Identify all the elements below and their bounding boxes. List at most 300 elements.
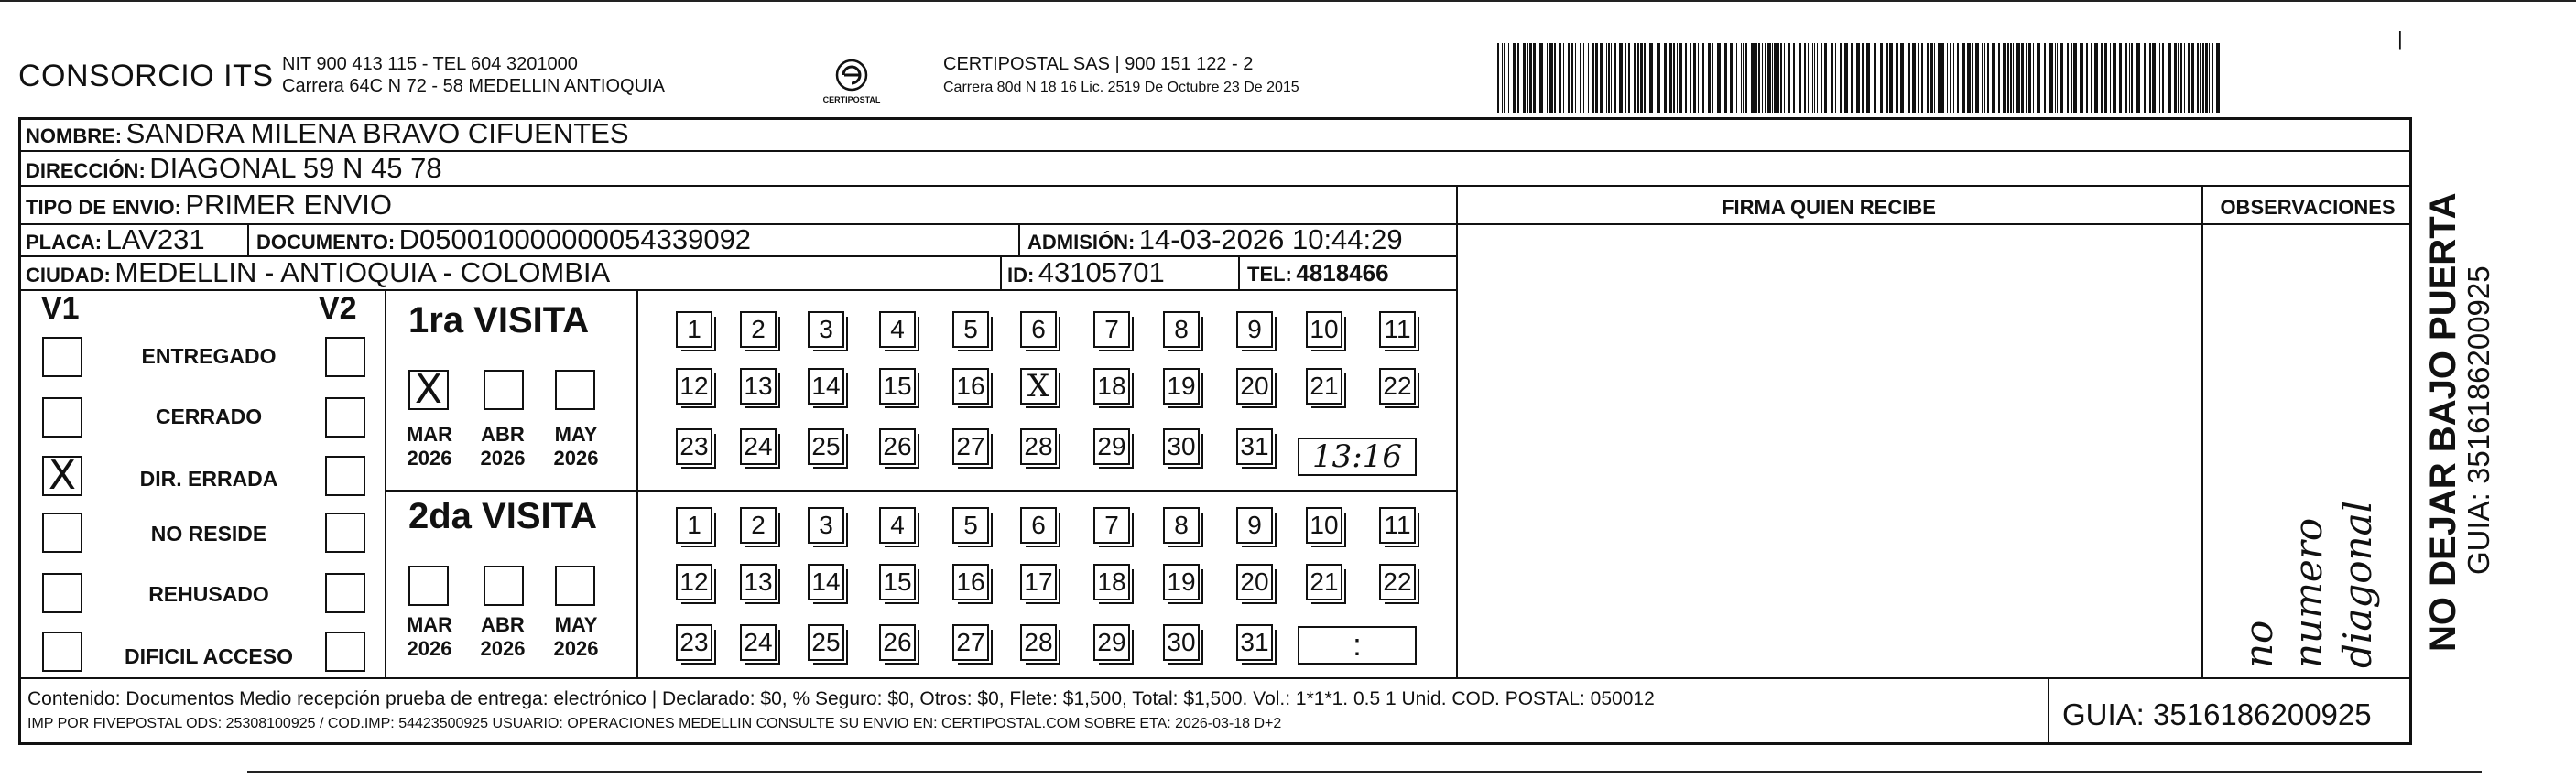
- barcode-bar: [1724, 43, 1727, 113]
- barcode-bar: [1497, 43, 1499, 113]
- tipo-row: [26, 189, 392, 227]
- status-no-reside: NO RESIDE: [150, 522, 267, 546]
- barcode-bar: [1896, 43, 1898, 113]
- barcode-bar: [1702, 43, 1704, 113]
- barcode-bar: [1580, 43, 1581, 113]
- barcode-bar: [1824, 43, 1827, 113]
- barcode-bar: [1628, 43, 1630, 113]
- status-cerrado: CERRADO: [155, 405, 263, 428]
- barcode-bar: [1644, 43, 1646, 113]
- barcode-bar: [1547, 43, 1548, 113]
- month-label: MAR 2026: [406, 423, 453, 470]
- day-box-1[interactable]: 1: [676, 311, 712, 348]
- barcode-bar: [2016, 43, 2020, 113]
- barcode-bar: [2197, 43, 2199, 113]
- day-box-13[interactable]: 13: [740, 564, 777, 600]
- barcode-bar: [1677, 43, 1678, 113]
- barcode-bar: [1758, 43, 1760, 113]
- barcode-bar: [1992, 43, 1994, 113]
- day-box-11[interactable]: 11: [1379, 311, 1416, 348]
- day-box-14[interactable]: 14: [808, 368, 844, 405]
- logo-text: CERTIPOSTAL: [822, 95, 881, 104]
- status-dificil-acceso: DIFICIL ACCESO: [124, 644, 293, 668]
- status-rehusado: REHUSADO: [148, 582, 269, 606]
- barcode-bar: [1664, 43, 1667, 113]
- barcode-bar: [1934, 43, 1935, 113]
- barcode-bar: [1793, 43, 1795, 113]
- barcode-bar: [2129, 43, 2130, 113]
- barcode-bar: [1679, 43, 1682, 113]
- day-box-23[interactable]: 23: [676, 428, 712, 465]
- second-visit-month-abr-checkbox[interactable]: [484, 566, 524, 606]
- barcode-bar: [1649, 43, 1653, 113]
- barcode-bar: [1918, 43, 1919, 113]
- status-entregado: ENTREGADO: [141, 344, 277, 368]
- barcode-bar: [1745, 43, 1747, 113]
- barcode-bar: [2149, 43, 2151, 113]
- day-box-16[interactable]: 16: [952, 368, 989, 405]
- barcode-bar: [1982, 43, 1983, 113]
- v2-dificil-acceso-checkbox[interactable]: [325, 632, 365, 672]
- barcode-bar: [1539, 43, 1543, 113]
- barcode-bar: [1987, 43, 1989, 113]
- tel-value: 4818466: [1296, 259, 1389, 286]
- day-box-19[interactable]: 19: [1163, 564, 1200, 600]
- day-box-17[interactable]: 17: [1020, 564, 1057, 600]
- barcode-bar: [2174, 43, 2177, 113]
- barcode-bar: [2205, 43, 2208, 113]
- ciudad-label: CIUDAD:: [26, 264, 111, 286]
- barcode-bar: [2086, 43, 2088, 113]
- barcode-bar: [1856, 43, 1860, 113]
- barcode-bar: [2104, 43, 2107, 113]
- barcode-bar: [1780, 43, 1782, 113]
- first-visit-time[interactable]: 13:16: [1298, 438, 1417, 476]
- barcode-bar: [1755, 43, 1757, 113]
- barcode-bar: [2113, 43, 2116, 113]
- footer-imp: IMP POR FIVEPOSTAL ODS: 25308100925 / COD.IMP: 54423500925 USUARIO: OPERACIONES MEDELLIN CONSULTE SU ENVIO EN: CERTIPOSTAL.COM SOBRE ETA: 2026-03-18 D+2: [27, 716, 1282, 731]
- barcode-bar: [1851, 43, 1853, 113]
- id-row: [1007, 256, 1165, 295]
- barcode-bar: [1588, 43, 1589, 113]
- barcode-bar: [1821, 43, 1822, 113]
- first-visit-title: 1ra VISITA: [408, 300, 590, 340]
- ciudad-row: [26, 256, 610, 295]
- observaciones-label: OBSERVACIONES: [2220, 196, 2396, 219]
- barcode-bar: [2044, 43, 2046, 113]
- barcode-bar: [2033, 43, 2034, 113]
- nombre-value: SANDRA MILENA BRAVO CIFUENTES: [125, 117, 629, 149]
- barcode-bar: [2168, 43, 2171, 113]
- barcode-bar: [2216, 43, 2220, 113]
- barcode-bar: [1844, 43, 1848, 113]
- barcode-bar: [1743, 43, 1744, 113]
- barcode-bar: [2049, 43, 2053, 113]
- barcode-bar: [1777, 43, 1779, 113]
- day-box-9[interactable]: 9: [1236, 311, 1273, 348]
- barcode-bar: [1517, 43, 1519, 113]
- barcode-bar: [2073, 43, 2077, 113]
- month-label: MAY 2026: [553, 613, 599, 660]
- barcode-bar: [1774, 43, 1777, 113]
- day-box-30[interactable]: 30: [1163, 428, 1200, 465]
- barcode-bar: [2028, 43, 2031, 113]
- barcode-bar: [2178, 43, 2179, 113]
- barcode-bar: [1614, 43, 1616, 113]
- second-visit-title: 2da VISITA: [408, 496, 597, 536]
- barcode-bar: [1640, 43, 1643, 113]
- barcode-bar: [1921, 43, 1923, 113]
- company-address: Carrera 64C N 72 - 58 MEDELLIN ANTIOQUIA: [282, 76, 665, 96]
- day-box-29[interactable]: 29: [1093, 624, 1130, 661]
- barcode-bar: [1741, 43, 1742, 113]
- barcode-bar: [1549, 43, 1553, 113]
- barcode-bar: [1568, 43, 1570, 113]
- corner-mark: |: [2397, 27, 2403, 50]
- barcode-bar: [1814, 43, 1815, 113]
- day-box-5[interactable]: 5: [952, 507, 989, 544]
- day-box-17[interactable]: X: [1020, 368, 1057, 405]
- month-label: MAR 2026: [406, 613, 453, 660]
- day-box-10[interactable]: 10: [1306, 311, 1342, 348]
- barcode-bar: [1927, 43, 1929, 113]
- barcode-bar: [1554, 43, 1556, 113]
- day-box-26[interactable]: 26: [879, 624, 916, 661]
- day-box-2[interactable]: 2: [740, 507, 777, 544]
- first-visit-month-may-checkbox[interactable]: [555, 370, 595, 410]
- barcode-bar: [1634, 43, 1636, 113]
- barcode-bar: [1685, 43, 1687, 113]
- barcode-bar: [2125, 43, 2127, 113]
- day-box-29[interactable]: 29: [1093, 428, 1130, 465]
- ciudad-value: MEDELLIN - ANTIOQUIA - COLOMBIA: [114, 256, 611, 288]
- barcode-bar: [1866, 43, 1870, 113]
- day-box-30[interactable]: 30: [1163, 624, 1200, 661]
- barcode-bar: [1637, 43, 1639, 113]
- v2-cerrado-checkbox[interactable]: [325, 397, 365, 438]
- barcode-bar: [1880, 43, 1883, 113]
- barcode-bar: [1784, 43, 1785, 113]
- day-box-25[interactable]: 25: [808, 624, 844, 661]
- day-box-9[interactable]: 9: [1236, 507, 1273, 544]
- barcode-bar: [2057, 43, 2058, 113]
- direccion-label: DIRECCIÓN:: [26, 159, 146, 182]
- barcode-bar: [1533, 43, 1536, 113]
- day-box-28[interactable]: 28: [1020, 428, 1057, 465]
- barcode-bar: [1835, 43, 1836, 113]
- day-box-18[interactable]: 18: [1093, 564, 1130, 600]
- tipo-label: TIPO DE ENVIO:: [26, 196, 181, 219]
- status-dir-errada: DIR. ERRADA: [139, 467, 278, 491]
- barcode-bar: [1765, 43, 1766, 113]
- first-visit-month-abr-checkbox[interactable]: [484, 370, 524, 410]
- barcode-bar: [1592, 43, 1594, 113]
- barcode-bar: [1947, 43, 1948, 113]
- day-box-8[interactable]: 8: [1163, 507, 1200, 544]
- day-box-20[interactable]: 20: [1236, 564, 1273, 600]
- v2-dir-errada-checkbox[interactable]: [325, 456, 365, 496]
- barcode-bar: [1575, 43, 1576, 113]
- day-box-4[interactable]: 4: [879, 311, 916, 348]
- day-box-21[interactable]: 21: [1306, 368, 1342, 405]
- admision-value: 14-03-2026 10:44:29: [1138, 223, 1403, 255]
- second-visit-month-mar-checkbox[interactable]: [408, 566, 449, 606]
- footer-guia: GUIA: 3516186200925: [2062, 697, 2372, 731]
- barcode-bar: [2007, 43, 2009, 113]
- barcode-bar: [1698, 43, 1699, 113]
- barcode-bar: [1708, 43, 1711, 113]
- v2-no-reside-checkbox[interactable]: [325, 513, 365, 553]
- v1-dificil-acceso-checkbox[interactable]: [42, 632, 82, 672]
- barcode-bar: [1508, 43, 1509, 113]
- barcode-bar: [2067, 43, 2069, 113]
- nombre-row: [26, 117, 629, 156]
- barcode-bar: [2159, 43, 2160, 113]
- barcode-bar: [1669, 43, 1672, 113]
- company-name: CONSORCIO ITS: [18, 59, 274, 93]
- second-visit-time[interactable]: :: [1298, 626, 1417, 665]
- barcode-bar: [1690, 43, 1691, 113]
- v2-rehusado-checkbox[interactable]: [325, 573, 365, 613]
- barcode-bar: [1862, 43, 1864, 113]
- barcode-bar: [1717, 43, 1721, 113]
- day-box-15[interactable]: 15: [879, 368, 916, 405]
- day-box-12[interactable]: 12: [676, 368, 712, 405]
- barcode-bar: [1950, 43, 1951, 113]
- barcode-bar: [2110, 43, 2111, 113]
- placa-value: LAV231: [105, 223, 205, 255]
- side-warning: NO DEJAR BAJO PUERTA: [2423, 192, 2463, 652]
- barcode-bar: [1962, 43, 1965, 113]
- day-box-25[interactable]: 25: [808, 428, 844, 465]
- documento-value: D050010000000054339092: [398, 223, 752, 255]
- placa-label: PLACA:: [26, 231, 103, 254]
- barcode-bar: [2162, 43, 2164, 113]
- barcode-bar: [1657, 43, 1660, 113]
- certipostal-logo: [820, 57, 884, 108]
- barcode-bar: [1619, 43, 1623, 113]
- month-label: ABR 2026: [480, 423, 526, 470]
- barcode-bar: [2212, 43, 2213, 113]
- tel-label: TEL:: [1247, 263, 1292, 286]
- barcode-bar: [2055, 43, 2056, 113]
- barcode-bar: [2136, 43, 2140, 113]
- day-box-4[interactable]: 4: [879, 507, 916, 544]
- documento-label: DOCUMENTO:: [256, 231, 396, 254]
- barcode-bar: [1513, 43, 1516, 113]
- barcode-bar: [1804, 43, 1806, 113]
- barcode-bar: [1608, 43, 1610, 113]
- barcode-bar: [1940, 43, 1944, 113]
- barcode-bar: [1874, 43, 1876, 113]
- barcode-bar: [1900, 43, 1904, 113]
- v1-entregado-checkbox[interactable]: [42, 337, 82, 377]
- day-box-6[interactable]: 6: [1020, 311, 1057, 348]
- firma-label: FIRMA QUIEN RECIBE: [1722, 196, 1936, 219]
- barcode-bar: [2202, 43, 2204, 113]
- barcode-bar: [1712, 43, 1713, 113]
- day-box-12[interactable]: 12: [676, 564, 712, 600]
- bottom-border: [247, 771, 2482, 773]
- barcode-bar: [1984, 43, 1985, 113]
- courier-address: Carrera 80d N 18 16 Lic. 2519 De Octubre 23 De 2015: [943, 80, 1299, 95]
- barcode-bar: [2152, 43, 2156, 113]
- barcode-bar: [1817, 43, 1818, 113]
- day-box-2[interactable]: 2: [740, 311, 777, 348]
- barcode-bar: [1736, 43, 1737, 113]
- barcode-bar: [1808, 43, 1809, 113]
- barcode-bar: [1625, 43, 1626, 113]
- barcode-bar: [1563, 43, 1564, 113]
- barcode-bar: [2010, 43, 2012, 113]
- barcode-bar: [1938, 43, 1940, 113]
- day-box-22[interactable]: 22: [1379, 564, 1416, 600]
- day-box-6[interactable]: 6: [1020, 507, 1057, 544]
- barcode-bar: [2037, 43, 2040, 113]
- day-box-15[interactable]: 15: [879, 564, 916, 600]
- barcode-bar: [2180, 43, 2182, 113]
- barcode-bar: [1908, 43, 1910, 113]
- barcode-bar: [2026, 43, 2027, 113]
- barcode-bar: [2080, 43, 2083, 113]
- barcode-bar: [1583, 43, 1584, 113]
- barcode-bar: [1812, 43, 1813, 113]
- barcode-bar: [1998, 43, 2000, 113]
- direccion-row: [26, 152, 442, 190]
- barcode-bar: [1953, 43, 1954, 113]
- v1-cerrado-checkbox[interactable]: [42, 397, 82, 438]
- day-box-7[interactable]: 7: [1093, 507, 1130, 544]
- barcode-bar: [1788, 43, 1790, 113]
- day-box-19[interactable]: 19: [1163, 368, 1200, 405]
- month-label: ABR 2026: [480, 613, 526, 660]
- day-box-7[interactable]: 7: [1093, 311, 1130, 348]
- day-box-24[interactable]: 24: [740, 428, 777, 465]
- barcode-bar: [1799, 43, 1801, 113]
- barcode-bar: [1967, 43, 1971, 113]
- day-box-24[interactable]: 24: [740, 624, 777, 661]
- barcode-bar: [2094, 43, 2098, 113]
- barcode-bar: [1957, 43, 1959, 113]
- barcode-bar: [1994, 43, 1995, 113]
- v1-dir-errada-checkbox[interactable]: X: [42, 456, 82, 496]
- day-box-3[interactable]: 3: [808, 311, 844, 348]
- barcode-bar: [1523, 43, 1526, 113]
- courier-name: CERTIPOSTAL SAS | 900 151 122 - 2: [943, 54, 1254, 74]
- day-box-8[interactable]: 8: [1163, 311, 1200, 348]
- barcode-bar: [2200, 43, 2201, 113]
- barcode-bar: [1600, 43, 1603, 113]
- day-box-23[interactable]: 23: [676, 624, 712, 661]
- day-box-22[interactable]: 22: [1379, 368, 1416, 405]
- day-box-27[interactable]: 27: [952, 624, 989, 661]
- admision-label: ADMISIÓN:: [1027, 231, 1136, 254]
- side-guia: GUIA: 3516186200925: [2462, 265, 2495, 575]
- barcode-bar: [1529, 43, 1532, 113]
- day-box-20[interactable]: 20: [1236, 368, 1273, 405]
- barcode-bar: [2060, 43, 2063, 113]
- barcode-bar: [1730, 43, 1733, 113]
- company-nit: NIT 900 413 115 - TEL 604 3201000: [282, 54, 578, 74]
- barcode-bar: [1527, 43, 1528, 113]
- barcode-bar: [1502, 43, 1503, 113]
- barcode-bar: [1504, 43, 1505, 113]
- barcode-bar: [1762, 43, 1763, 113]
- barcode-bar: [1595, 43, 1598, 113]
- top-border: [0, 0, 2576, 2]
- barcode-bar: [2013, 43, 2014, 113]
- barcode-bar: [1972, 43, 1973, 113]
- barcode-bar: [2119, 43, 2122, 113]
- day-box-11[interactable]: 11: [1379, 507, 1416, 544]
- day-box-28[interactable]: 28: [1020, 624, 1057, 661]
- barcode-bar: [1673, 43, 1675, 113]
- v2-header: V2: [319, 291, 357, 326]
- barcode-bar: [1767, 43, 1771, 113]
- v1-no-reside-checkbox[interactable]: [42, 513, 82, 553]
- barcode-bar: [1886, 43, 1888, 113]
- first-visit-month-mar-checkbox[interactable]: X: [408, 370, 449, 410]
- barcode-bar: [1751, 43, 1755, 113]
- day-box-14[interactable]: 14: [808, 564, 844, 600]
- barcode-bar: [2131, 43, 2133, 113]
- barcode-bar: [1889, 43, 1893, 113]
- barcode-bar: [2071, 43, 2072, 113]
- v1-rehusado-checkbox[interactable]: [42, 573, 82, 613]
- day-box-31[interactable]: 31: [1236, 624, 1273, 661]
- v2-entregado-checkbox[interactable]: [325, 337, 365, 377]
- footer-contenido: Contenido: Documentos Medio recepción prueba de entrega: electrónico | Declarado: $0, % Seguro: $0, Otros: $0, Flete: $1,500, Total: $1,500. Vol.: 1*1*1. 0.5 1 Unid. COD. POSTAL: 050012: [27, 688, 1655, 709]
- barcode-bar: [1840, 43, 1842, 113]
- day-box-27[interactable]: 27: [952, 428, 989, 465]
- id-value: 43105701: [1038, 256, 1165, 288]
- day-box-31[interactable]: 31: [1236, 428, 1273, 465]
- id-label: ID:: [1007, 264, 1035, 286]
- day-box-10[interactable]: 10: [1306, 507, 1342, 544]
- barcode-bar: [1975, 43, 1979, 113]
- barcode-bar: [1559, 43, 1561, 113]
- v1-header: V1: [41, 291, 80, 326]
- direccion-value: DIAGONAL 59 N 45 78: [149, 152, 442, 184]
- barcode-bar: [2191, 43, 2194, 113]
- barcode-bar: [2209, 43, 2210, 113]
- tipo-value: PRIMER ENVIO: [185, 189, 393, 221]
- barcode-bar: [1772, 43, 1773, 113]
- barcode-bar: [1571, 43, 1573, 113]
- barcode-bar: [2003, 43, 2006, 113]
- month-label: MAY 2026: [553, 423, 599, 470]
- day-box-13[interactable]: 13: [740, 368, 777, 405]
- day-box-1[interactable]: 1: [676, 507, 712, 544]
- barcode-bar: [1912, 43, 1916, 113]
- barcode-bar: [1693, 43, 1696, 113]
- day-box-21[interactable]: 21: [1306, 564, 1342, 600]
- barcode-bar: [2101, 43, 2103, 113]
- barcode-bar: [2144, 43, 2146, 113]
- day-box-5[interactable]: 5: [952, 311, 989, 348]
- barcode-bar: [2021, 43, 2024, 113]
- day-box-18[interactable]: 18: [1093, 368, 1130, 405]
- day-box-3[interactable]: 3: [808, 507, 844, 544]
- day-box-26[interactable]: 26: [879, 428, 916, 465]
- day-box-16[interactable]: 16: [952, 564, 989, 600]
- barcode: [1497, 43, 2221, 113]
- barcode-bar: [1831, 43, 1833, 113]
- barcode-bar: [1606, 43, 1607, 113]
- barcode-bar: [2188, 43, 2190, 113]
- barcode-bar: [1611, 43, 1612, 113]
- second-visit-month-may-checkbox[interactable]: [555, 566, 595, 606]
